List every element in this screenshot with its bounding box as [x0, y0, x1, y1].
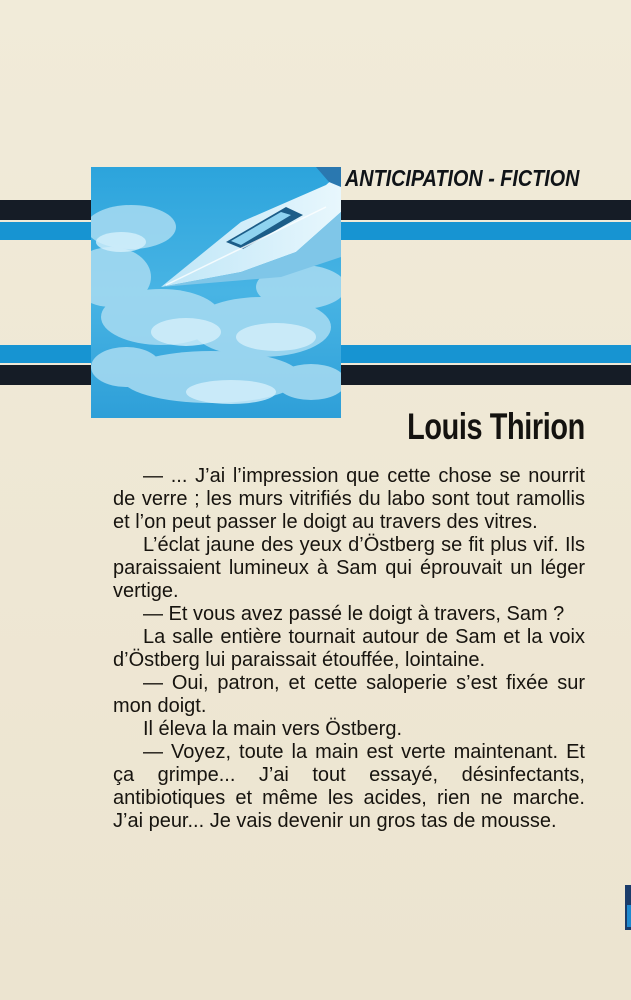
- blurb-paragraph: — ... J’ai l’impression que cette chose se nourrit de verre ; les murs vitrifiés du labo sont tout ramollis et l’on peut passer le doigt au travers des vitres.: [113, 465, 585, 533]
- blurb-text: [113, 465, 585, 833]
- blurb-paragraph: La salle entière tournait autour de Sam et la voix d’Östberg lui paraissait étouffée, lointaine.: [113, 626, 585, 671]
- blurb-paragraph: — Oui, patron, et cette saloperie s’est fixée sur mon doigt.: [113, 672, 585, 717]
- blurb-paragraph: L’éclat jaune des yeux d’Östberg se fit plus vif. Ils paraissaient lumineux à Sam qui éprouvait un léger vertige.: [113, 534, 585, 602]
- edge-color-mark-blue: [627, 905, 631, 927]
- author-name: Louis Thirion: [407, 406, 585, 447]
- blurb-paragraph: — Voyez, toute la main est verte maintenant. Et ça grimpe... J’ai tout essayé, désinfectants, antibiotiques et même les acides, rien ne marche. J’ai peur... Je vais devenir un gros tas de mousse.: [113, 741, 585, 832]
- blurb-paragraph: — Et vous avez passé le doigt à travers, Sam ?: [143, 603, 565, 625]
- blurb-paragraph: Il éleva la main vers Östberg.: [143, 718, 402, 740]
- spaceship-illustration: [91, 167, 341, 418]
- series-label: ANTICIPATION - FICTION: [345, 165, 580, 191]
